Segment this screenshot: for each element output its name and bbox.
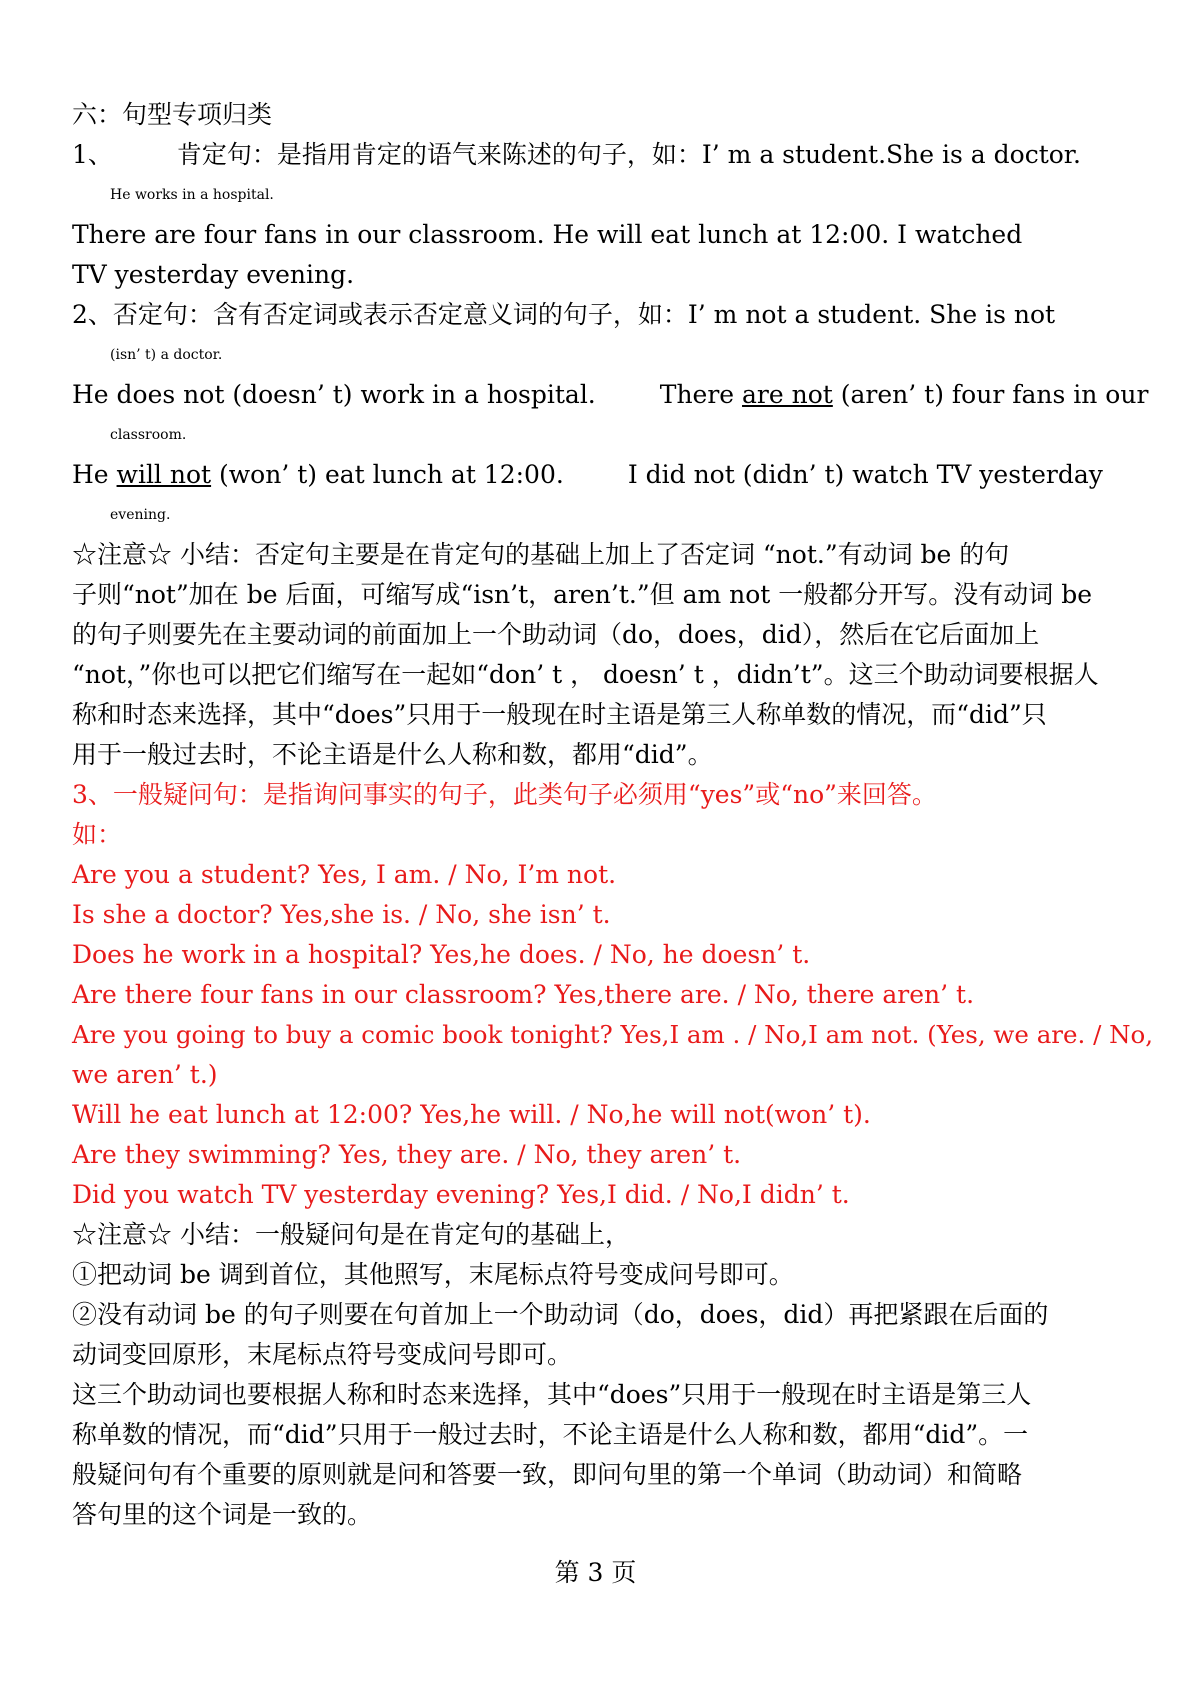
note2-line: ②没有动词 be 的句子则要在句首加上一个助动词（do，does，did）再把紧跟在后面的	[72, 1300, 1049, 1329]
note2-line: 答句里的这个词是一致的。	[72, 1500, 373, 1529]
underlined-will-not: will not	[116, 460, 212, 489]
question-example: Are you going to buy a comic book tonight? Yes,I am . / No,I am not. (Yes, we are. / No,	[72, 1020, 1154, 1049]
note2-line: ☆注意☆ 小结：一般疑问句是在肯定句的基础上，	[72, 1220, 630, 1249]
note2-line: 动词变回原形，末尾标点符号变成问号即可。	[72, 1340, 573, 1369]
question-example: we aren’ t.)	[72, 1060, 218, 1089]
negative-line-2: (isn’ t) a doctor.	[110, 347, 223, 363]
question-example: Are you a student? Yes, I am. / No, I’m not.	[72, 860, 617, 889]
negative-example-lunch: He will not (won’ t) eat lunch at 12:00.	[72, 460, 564, 489]
affirmative-line-2: He works in a hospital.	[110, 187, 274, 203]
note2-line: 称单数的情况，而“did”只用于一般过去时，不论主语是什么人称和数，都用“did”。一	[72, 1420, 1029, 1449]
document-body	[72, 95, 1172, 1535]
item-number: 1、	[72, 140, 113, 169]
question-example: Are they swimming? Yes, they are. / No, they aren’ t.	[72, 1140, 742, 1169]
negative-example-tv: I did not (didn’ t) watch TV yesterday	[627, 460, 1103, 489]
negative-line-6: evening.	[110, 507, 171, 523]
note1-line: 用于一般过去时，不论主语是什么人称和数，都用“did”。	[72, 740, 713, 769]
question-example: Did you watch TV yesterday evening? Yes,I did. / No,I didn’ t.	[72, 1180, 850, 1209]
negative-line-1: 2、否定句：含有否定词或表示否定意义词的句子，如：I’ m not a student. She is not	[72, 300, 1056, 329]
affirmative-line-4: TV yesterday evening.	[72, 260, 355, 289]
question-example: Are there four fans in our classroom? Yes,there are. / No, there aren’ t.	[72, 980, 975, 1009]
note1-line: ☆注意☆ 小结：否定句主要是在肯定句的基础上加上了否定词 “not.”有动词 be 的句	[72, 540, 1010, 569]
note2-line: ①把动词 be 调到首位，其他照写，末尾标点符号变成问号即可。	[72, 1260, 794, 1289]
negative-line-4: classroom.	[110, 427, 187, 443]
underlined-are-not: are not	[742, 380, 833, 409]
question-example-intro: 如：	[72, 820, 123, 849]
note1-line: 称和时态来选择，其中“does”只用于一般现在时主语是第三人称单数的情况，而“did”只	[72, 700, 1047, 729]
question-example: Does he work in a hospital? Yes,he does. / No, he doesn’ t.	[72, 940, 811, 969]
affirmative-line-1	[72, 135, 1172, 175]
page-number: 第 3 页	[554, 1558, 637, 1587]
negative-example-work: He does not (doesn’ t) work in a hospital.	[72, 380, 596, 409]
section-heading: 六：句型专项归类	[72, 100, 273, 129]
note2-line: 这三个助动词也要根据人称和时态来选择，其中“does”只用于一般现在时主语是第三人	[72, 1380, 1032, 1409]
note1-line: 子则“not”加在 be 后面，可缩写成“isn’t，aren’t.”但 am not 一般都分开写。没有动词 be	[72, 580, 1093, 609]
negative-example-fans: There are not (aren’ t) four fans in our	[659, 380, 1149, 409]
affirmative-definition: 肯定句：是指用肯定的语气来陈述的句子，如：I’ m a student.She is a doctor.	[176, 140, 1081, 169]
affirmative-line-3: There are four fans in our classroom. He will eat lunch at 12:00. I watched	[72, 220, 1023, 249]
note2-line: 般疑问句有个重要的原则就是问和答要一致，即问句里的第一个单词（助动词）和简略	[72, 1460, 1023, 1489]
negative-line-5	[72, 455, 1172, 495]
note1-line: “not，”你也可以把它们缩写在一起如“don’ t ， doesn’ t ，didn’t”。这三个助动词要根据人	[72, 660, 1099, 689]
question-definition: 3、一般疑问句：是指询问事实的句子，此类句子必须用“yes”或“no”来回答。	[72, 780, 937, 809]
negative-line-3	[72, 375, 1172, 415]
question-example: Will he eat lunch at 12:00? Yes,he will. / No,he will not(won’ t).	[72, 1100, 871, 1129]
question-example: Is she a doctor? Yes,she is. / No, she isn’ t.	[72, 900, 611, 929]
note1-line: 的句子则要先在主要动词的前面加上一个助动词（do，does，did），然后在它后面加上	[72, 620, 1040, 649]
